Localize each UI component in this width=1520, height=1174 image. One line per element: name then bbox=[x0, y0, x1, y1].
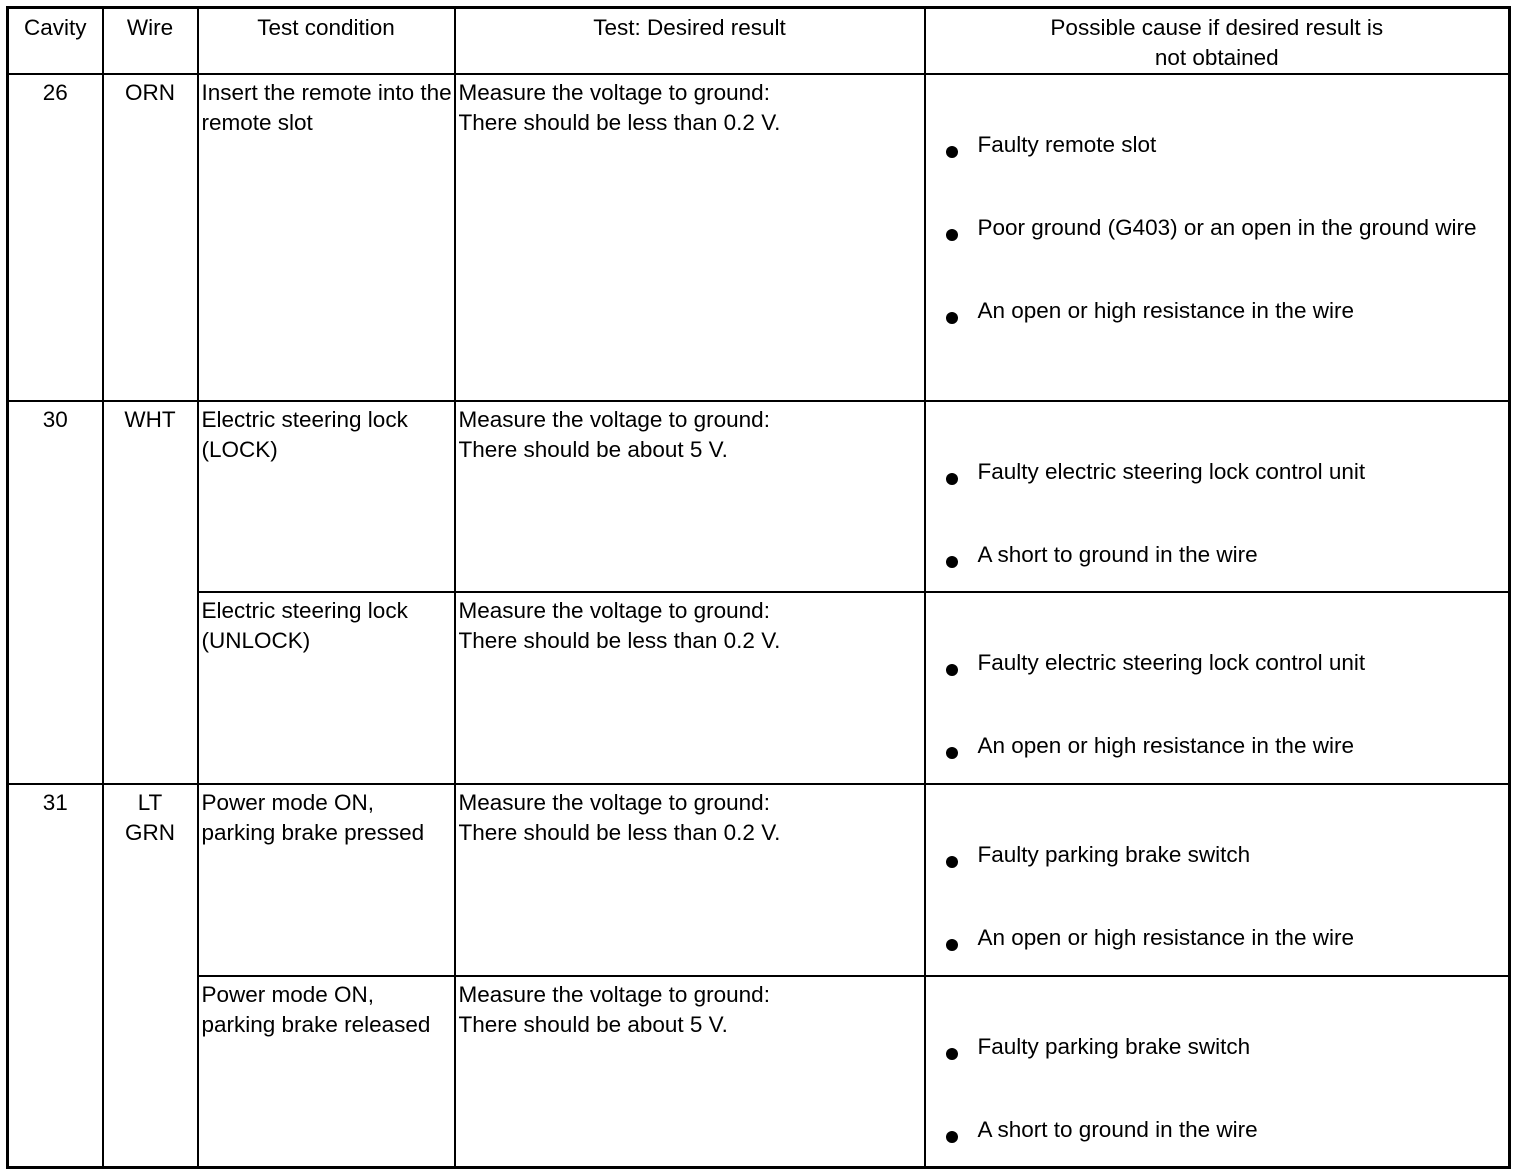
cause-text: An open or high resistance in the wire bbox=[977, 733, 1354, 759]
header-wire: Wire bbox=[103, 8, 198, 75]
bullet-icon bbox=[946, 1131, 958, 1143]
table-row bbox=[8, 976, 1510, 1167]
desired-result-cell bbox=[455, 592, 925, 784]
cause-list bbox=[926, 785, 1509, 953]
header-possible-cause bbox=[925, 8, 1510, 75]
result-line: There should be about 5 V. bbox=[458, 437, 728, 463]
desired-result-cell bbox=[455, 976, 925, 1167]
test-condition-cell: Electric steering lock (LOCK) bbox=[198, 401, 455, 592]
bullet-icon bbox=[946, 939, 958, 951]
cause-text: Faulty parking brake switch bbox=[977, 1034, 1251, 1060]
bullet-icon bbox=[946, 747, 958, 759]
cause-item bbox=[926, 840, 1509, 870]
header-cause-line2: not obtained bbox=[1154, 45, 1279, 70]
result-line: There should be less than 0.2 V. bbox=[458, 628, 781, 654]
header-test-condition: Test condition bbox=[198, 8, 455, 75]
result-line: There should be less than 0.2 V. bbox=[458, 820, 781, 846]
wire-line: GRN bbox=[125, 820, 175, 846]
cavity-cell: 31 bbox=[8, 784, 103, 1167]
cause-item bbox=[926, 923, 1509, 953]
bullet-icon bbox=[946, 312, 958, 324]
result-line: Measure the voltage to ground: bbox=[458, 790, 770, 816]
bullet-icon bbox=[946, 1048, 958, 1060]
cause-item bbox=[926, 1032, 1509, 1062]
result-line: Measure the voltage to ground: bbox=[458, 982, 770, 1008]
possible-cause-cell bbox=[925, 976, 1510, 1167]
table-row bbox=[8, 784, 1510, 976]
possible-cause-cell bbox=[925, 784, 1510, 976]
header-row bbox=[8, 8, 1510, 75]
desired-result-cell bbox=[455, 401, 925, 592]
result-line: Measure the voltage to ground: bbox=[458, 598, 770, 624]
header-desired-result: Test: Desired result bbox=[455, 8, 925, 75]
cause-text: A short to ground in the wire bbox=[977, 542, 1258, 568]
test-condition-cell: Power mode ON, parking brake released bbox=[198, 976, 455, 1167]
test-condition-cell: Power mode ON, parking brake pressed bbox=[198, 784, 455, 976]
cause-text: An open or high resistance in the wire bbox=[977, 298, 1354, 324]
cause-list bbox=[926, 75, 1509, 326]
cause-item bbox=[926, 648, 1509, 678]
cause-text: Faulty electric steering lock control unit bbox=[977, 459, 1366, 485]
cause-list bbox=[926, 593, 1509, 761]
result-line: Measure the voltage to ground: bbox=[458, 407, 770, 433]
cavity-cell: 26 bbox=[8, 74, 103, 401]
cause-text: Faulty electric steering lock control unit bbox=[977, 650, 1366, 676]
table-row bbox=[8, 401, 1510, 592]
result-line: There should be less than 0.2 V. bbox=[458, 110, 781, 136]
possible-cause-cell bbox=[925, 401, 1510, 592]
bullet-icon bbox=[946, 856, 958, 868]
bullet-icon bbox=[946, 146, 958, 158]
cause-text: Faulty parking brake switch bbox=[977, 842, 1251, 868]
wire-cell: WHT bbox=[103, 401, 198, 784]
cavity-cell: 30 bbox=[8, 401, 103, 784]
cause-item bbox=[926, 540, 1509, 570]
wire-line: LT bbox=[137, 790, 163, 816]
cause-list bbox=[926, 977, 1509, 1145]
cause-list bbox=[926, 402, 1509, 570]
cause-text: A short to ground in the wire bbox=[977, 1117, 1258, 1143]
wire-cell bbox=[103, 784, 198, 1167]
bullet-icon bbox=[946, 229, 958, 241]
desired-result-cell bbox=[455, 784, 925, 976]
connector-test-table bbox=[6, 6, 1511, 1169]
table-row bbox=[8, 592, 1510, 784]
header-cause-line1: Possible cause if desired result is bbox=[1050, 15, 1384, 40]
header-cavity: Cavity bbox=[8, 8, 103, 75]
cause-item bbox=[926, 1115, 1509, 1145]
cause-item bbox=[926, 130, 1509, 160]
cause-item bbox=[926, 296, 1509, 326]
possible-cause-cell bbox=[925, 592, 1510, 784]
cause-item bbox=[926, 213, 1509, 243]
cause-text: An open or high resistance in the wire bbox=[977, 925, 1354, 951]
table-row bbox=[8, 74, 1510, 401]
bullet-icon bbox=[946, 556, 958, 568]
bullet-icon bbox=[946, 664, 958, 676]
test-condition-cell: Electric steering lock (UNLOCK) bbox=[198, 592, 455, 784]
cause-text: Faulty remote slot bbox=[977, 132, 1157, 158]
result-line: Measure the voltage to ground: bbox=[458, 80, 770, 106]
desired-result-cell bbox=[455, 74, 925, 401]
test-condition-cell: Insert the remote into the remote slot bbox=[198, 74, 455, 401]
result-line: There should be about 5 V. bbox=[458, 1012, 728, 1038]
cause-item bbox=[926, 731, 1509, 761]
wire-cell: ORN bbox=[103, 74, 198, 401]
possible-cause-cell bbox=[925, 74, 1510, 401]
bullet-icon bbox=[946, 473, 958, 485]
cause-text: Poor ground (G403) or an open in the ground wire bbox=[977, 215, 1477, 241]
cause-item bbox=[926, 457, 1509, 487]
